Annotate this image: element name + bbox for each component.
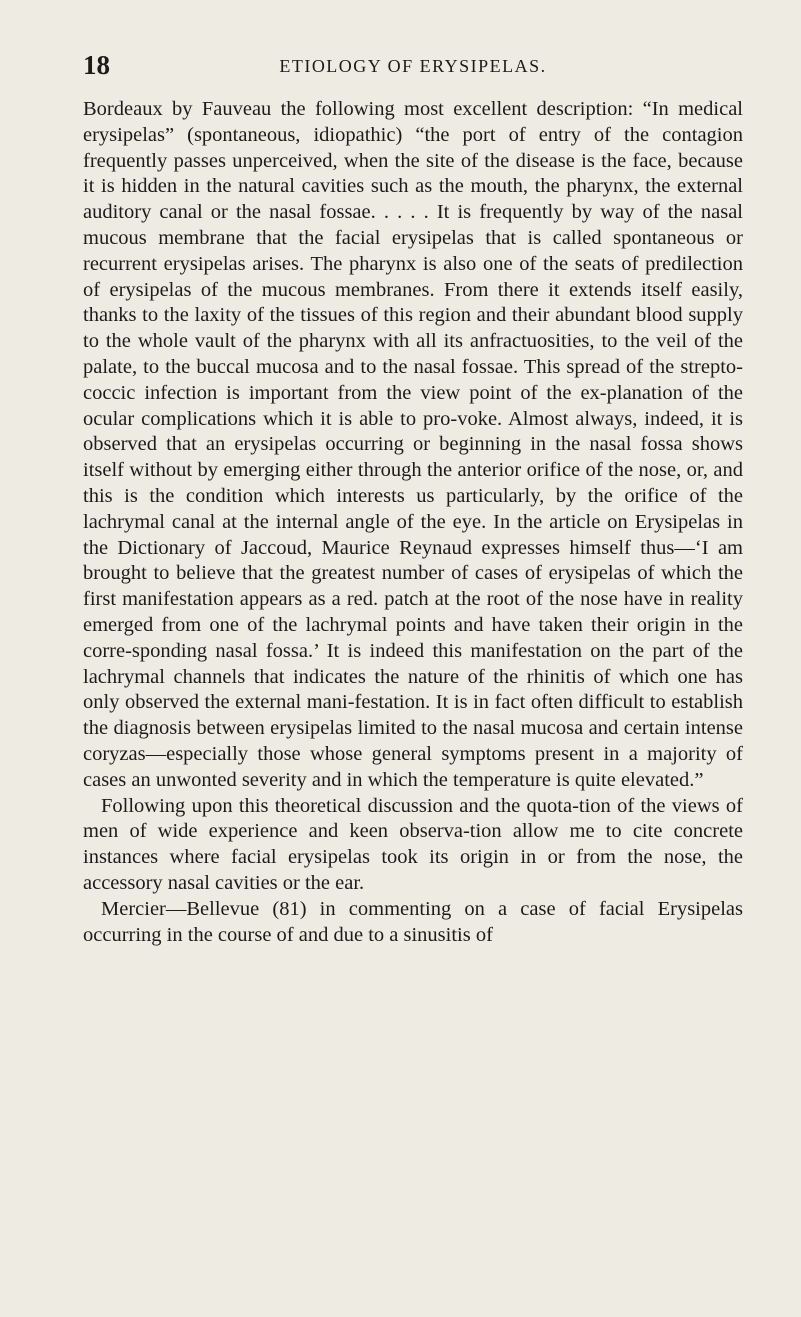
paragraph-mercier: Mercier—Bellevue (81) in commenting on a case of facial Erysipelas occurring in the course of and due to a sinusitis of xyxy=(83,897,743,946)
page-header xyxy=(83,50,743,80)
paragraph-following: Following upon this theoretical discussion and the quota-tion of the views of men of wide experience and keen observa-tion allow me to cite concrete instances where facial erysipelas took its origin in or from the nose, the accessory nasal cavities or the ear. xyxy=(83,794,743,894)
body-text xyxy=(83,97,743,948)
running-head: ETIOLOGY OF ERYSIPELAS. xyxy=(279,56,547,76)
paragraph-quotation: Bordeaux by Fauveau the following most excellent description: “In medical erysipelas” (spontaneous, idiopathic) “the port of entry of the contagion frequently passes unperceived, when the site of the disease is the face, because it is hidden in the natural cavities such as the mouth, the pharynx, the external auditory canal or the nasal fossae. . . . . It is frequently by way of the nasal mucous membrane that the facial erysipelas that is called spontaneous or recurrent erysipelas arises. The pharynx is also one of the seats of predilection of erysipelas of the mucous membranes. From there it extends itself easily, thanks to the laxity of the tissues of this region and their abundant blood supply to the whole vault of the pharynx with all its anfractuosities, to the veil of the palate, to the buccal mucosa and to the nasal fossae. This spread of the strepto-coccic infection is important from the view point of the ex-planation of the ocular complications which it is able to pro-voke. Almost always, indeed, it is observed that an erysipelas occurring or beginning in the nasal fossa shows itself without by emerging either through the anterior orifice of the nose, or, and this is the condition which interests us particularly, by the orifice of the lachrymal canal at the internal angle of the eye. In the article on Erysipelas in the Dictionary of Jaccoud, Maurice Reynaud expresses himself thus—‘I am brought to believe that the greatest number of cases of erysipelas of which the first manifestation appears as a red. patch at the root of the nose have in reality emerged from one of the lachrymal points and have taken their origin in the corre-sponding nasal fossa.’ It is indeed this manifestation on the part of the lachrymal channels that indicates the nature of the rhinitis of which one has only observed the external mani-festation. It is in fact often difficult to establish the diagnosis between erysipelas limited to the nasal mucosa and certain intense coryzas—especially those whose general symptoms present in a majority of cases an unwonted severity and in which the temperature is quite elevated.” xyxy=(83,98,743,791)
page-number: 18 xyxy=(83,50,110,80)
